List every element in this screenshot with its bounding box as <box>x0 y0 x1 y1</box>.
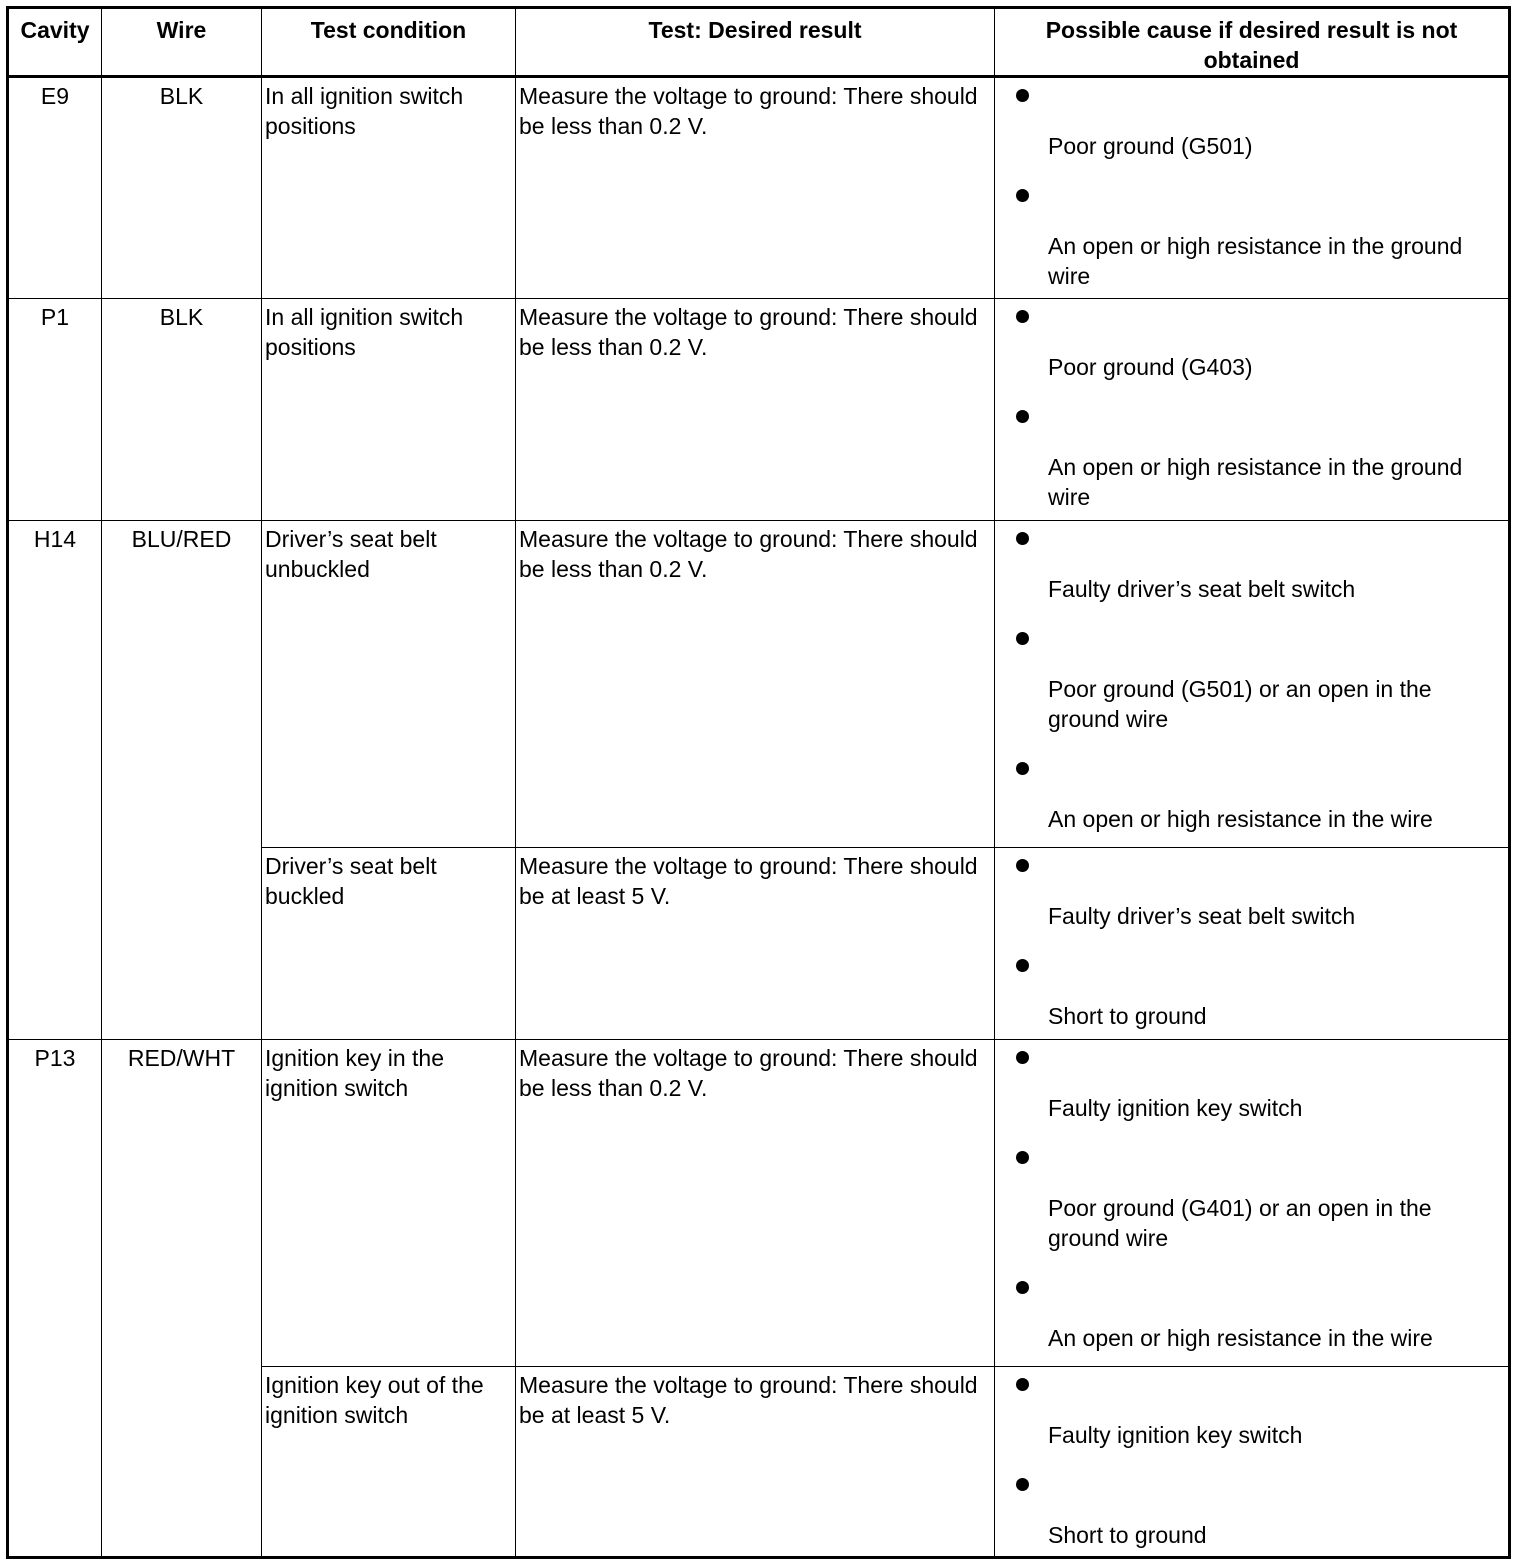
cause-item <box>998 851 1505 931</box>
bullet-icon <box>1016 410 1029 423</box>
header-test-condition: Test condition <box>262 8 516 77</box>
bullet-icon <box>1016 189 1029 202</box>
cavity-cell: H14 <box>8 521 102 1040</box>
possible-cause-cell <box>995 299 1510 521</box>
cause-item <box>998 402 1505 512</box>
cause-item <box>998 624 1505 734</box>
wire-cell: BLU/RED <box>102 521 262 1040</box>
bullet-icon <box>1016 532 1029 545</box>
desired-result-cell: Measure the voltage to ground: There should be at least 5 V. <box>516 848 995 1040</box>
possible-cause-cell <box>995 1367 1510 1558</box>
bullet-icon <box>1016 1281 1029 1294</box>
header-desired-result: Test: Desired result <box>516 8 995 77</box>
test-condition-cell: Ignition key out of the ignition switch <box>262 1367 516 1558</box>
test-condition-cell: In all ignition switch positions <box>262 77 516 299</box>
bullet-icon <box>1016 310 1029 323</box>
test-condition-cell: In all ignition switch positions <box>262 299 516 521</box>
cause-list <box>998 81 1505 291</box>
cause-item <box>998 181 1505 291</box>
test-condition-cell: Driver’s seat belt unbuckled <box>262 521 516 848</box>
cause-list <box>998 851 1505 1031</box>
desired-result-cell: Measure the voltage to ground: There should be less than 0.2 V. <box>516 1040 995 1367</box>
cause-text: Faulty ignition key switch <box>1048 1422 1303 1448</box>
header-possible-cause: Possible cause if desired result is not obtained <box>995 8 1510 77</box>
table-row <box>8 299 1510 521</box>
cause-list <box>998 524 1505 834</box>
cause-text: Poor ground (G501) or an open in the ground wire <box>1048 676 1432 732</box>
desired-result-cell: Measure the voltage to ground: There should be less than 0.2 V. <box>516 299 995 521</box>
possible-cause-cell <box>995 1040 1510 1367</box>
cause-item <box>998 1143 1505 1253</box>
possible-cause-cell <box>995 848 1510 1040</box>
wire-cell: BLK <box>102 299 262 521</box>
table-header <box>8 8 1510 77</box>
bullet-icon <box>1016 959 1029 972</box>
cause-list <box>998 302 1505 512</box>
cause-item <box>998 1043 1505 1123</box>
cause-text: Faulty driver’s seat belt switch <box>1048 903 1356 929</box>
wire-cell: RED/WHT <box>102 1040 262 1558</box>
cause-item <box>998 1470 1505 1550</box>
bullet-icon <box>1016 1051 1029 1064</box>
cavity-cell: P1 <box>8 299 102 521</box>
cause-list <box>998 1370 1505 1550</box>
table-row <box>8 521 1510 848</box>
table-row <box>8 77 1510 299</box>
bullet-icon <box>1016 1478 1029 1491</box>
test-condition-cell: Ignition key in the ignition switch <box>262 1040 516 1367</box>
cause-text: An open or high resistance in the wire <box>1048 806 1433 832</box>
table-body <box>8 77 1510 1558</box>
possible-cause-cell <box>995 77 1510 299</box>
cavity-cell: E9 <box>8 77 102 299</box>
cause-text: An open or high resistance in the ground wire <box>1048 454 1463 510</box>
cause-text: Faulty ignition key switch <box>1048 1095 1303 1121</box>
troubleshooting-table <box>6 6 1511 1559</box>
header-cavity: Cavity <box>8 8 102 77</box>
cause-text: Short to ground <box>1048 1522 1207 1548</box>
bullet-icon <box>1016 632 1029 645</box>
bullet-icon <box>1016 859 1029 872</box>
cause-item <box>998 754 1505 834</box>
cause-item <box>998 1273 1505 1353</box>
table-row <box>8 1040 1510 1367</box>
cause-item <box>998 524 1505 604</box>
desired-result-cell: Measure the voltage to ground: There should be less than 0.2 V. <box>516 77 995 299</box>
cause-text: An open or high resistance in the ground wire <box>1048 233 1463 289</box>
header-wire: Wire <box>102 8 262 77</box>
desired-result-cell: Measure the voltage to ground: There should be less than 0.2 V. <box>516 521 995 848</box>
cause-item <box>998 951 1505 1031</box>
header-row <box>8 8 1510 77</box>
bullet-icon <box>1016 1151 1029 1164</box>
cause-item <box>998 1370 1505 1450</box>
cause-item <box>998 81 1505 161</box>
cause-text: Poor ground (G501) <box>1048 133 1253 159</box>
cause-text: Faulty driver’s seat belt switch <box>1048 576 1356 602</box>
cause-list <box>998 1043 1505 1353</box>
bullet-icon <box>1016 89 1029 102</box>
bullet-icon <box>1016 1378 1029 1391</box>
possible-cause-cell <box>995 521 1510 848</box>
desired-result-cell: Measure the voltage to ground: There should be at least 5 V. <box>516 1367 995 1558</box>
cavity-cell: P13 <box>8 1040 102 1558</box>
cause-text: Poor ground (G403) <box>1048 354 1253 380</box>
cause-text: Poor ground (G401) or an open in the ground wire <box>1048 1195 1432 1251</box>
cause-text: Short to ground <box>1048 1003 1207 1029</box>
test-condition-cell: Driver’s seat belt buckled <box>262 848 516 1040</box>
bullet-icon <box>1016 762 1029 775</box>
wire-cell: BLK <box>102 77 262 299</box>
cause-item <box>998 302 1505 382</box>
cause-text: An open or high resistance in the wire <box>1048 1325 1433 1351</box>
